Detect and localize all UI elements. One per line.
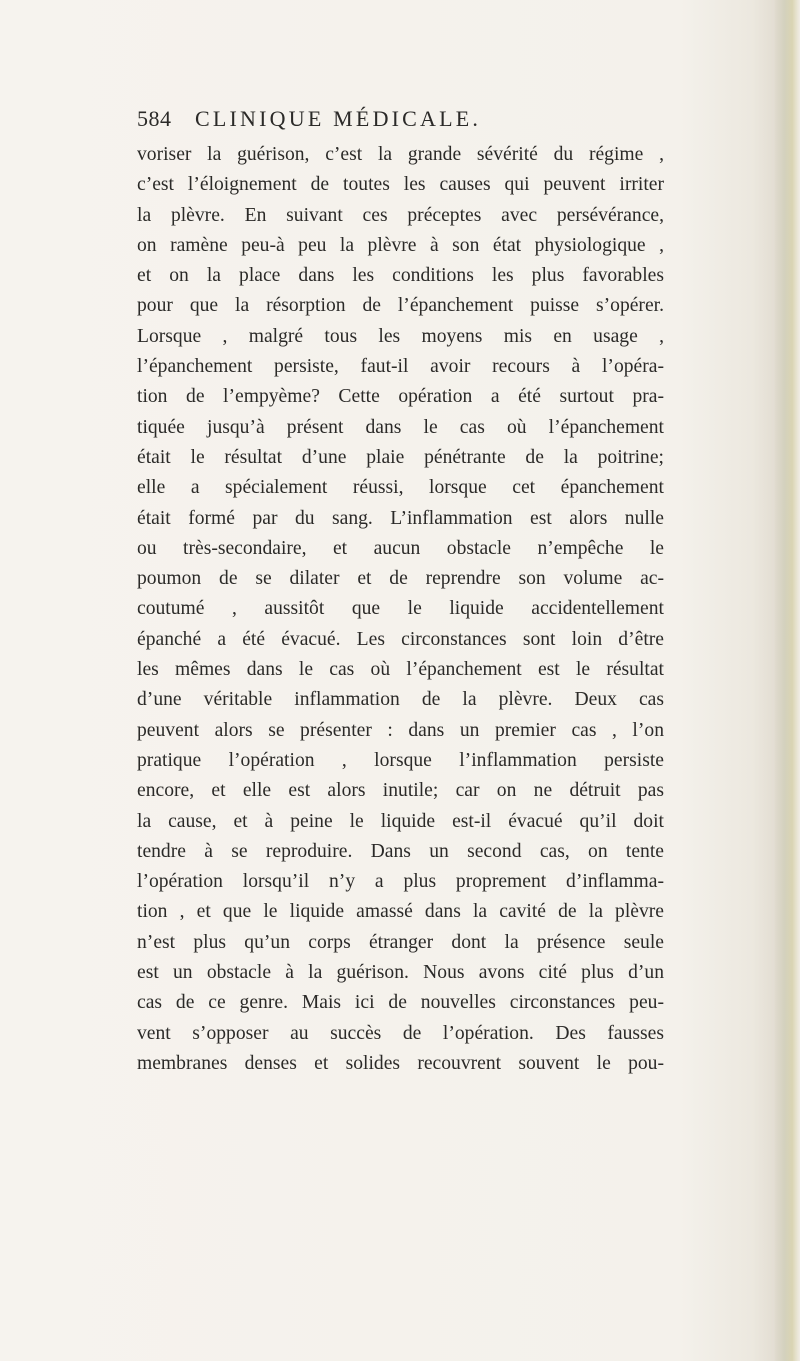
text-line: et on la place dans les conditions les plus favorables: [137, 265, 664, 287]
text-line: la plèvre. En suivant ces préceptes avec persévérance,: [137, 204, 664, 226]
text-line: on ramène peu-à peu la plèvre à son état physiologique ,: [137, 234, 664, 256]
text-line: tion de l’empyème? Cette opération a été surtout pra-: [137, 386, 664, 408]
text-line: est un obstacle à la guérison. Nous avons cité plus d’un: [137, 962, 664, 984]
text-line: poumon de se dilater et de reprendre son volume ac-: [137, 568, 664, 590]
text-line: ou très-secondaire, et aucun obstacle n’empêche le: [137, 537, 664, 559]
text-line: épanché a été évacué. Les circonstances sont loin d’être: [137, 628, 664, 650]
page-number: 584: [137, 106, 172, 131]
text-line: elle a spécialement réussi, lorsque cet épanchement: [137, 477, 664, 499]
text-line: c’est l’éloignement de toutes les causes qui peuvent irriter: [137, 174, 664, 196]
text-line: peuvent alors se présenter : dans un premier cas , l’on: [137, 719, 664, 741]
text-line: d’une véritable inflammation de la plèvre. Deux cas: [137, 689, 664, 711]
body-text: [137, 140, 664, 1079]
text-line: voriser la guérison, c’est la grande sévérité du régime ,: [137, 144, 664, 165]
page-edge-shadow: [774, 0, 800, 1361]
text-line: cas de ce genre. Mais ici de nouvelles circonstances peu-: [137, 992, 664, 1014]
text-line: était formé par du sang. L’inflammation est alors nulle: [137, 507, 664, 529]
text-line: membranes denses et solides recouvrent souvent le pou-: [137, 1052, 664, 1074]
text-line: l’opération lorsqu’il n’y a plus proprement d’inflamma-: [137, 871, 664, 893]
text-line: tiquée jusqu’à présent dans le cas où l’épanchement: [137, 416, 664, 438]
running-head: CLINIQUE MÉDICALE.: [195, 106, 482, 131]
text-line: l’épanchement persiste, faut-il avoir recours à l’opéra-: [137, 356, 664, 378]
page-header: [137, 106, 677, 136]
text-line: n’est plus qu’un corps étranger dont la présence seule: [137, 931, 664, 953]
text-line: tion , et que le liquide amassé dans la cavité de la plèvre: [137, 901, 664, 923]
text-line: les mêmes dans le cas où l’épanchement est le résultat: [137, 659, 664, 681]
text-line: la cause, et à peine le liquide est-il évacué qu’il doit: [137, 810, 664, 832]
text-line: était le résultat d’une plaie pénétrante de la poitrine;: [137, 446, 664, 468]
text-line: pratique l’opération , lorsque l’inflammation persiste: [137, 749, 664, 771]
text-line: vent s’opposer au succès de l’opération. Des fausses: [137, 1022, 664, 1044]
text-line: tendre à se reproduire. Dans un second cas, on tente: [137, 840, 664, 862]
text-line: coutumé , aussitôt que le liquide accidentellement: [137, 598, 664, 620]
text-line: encore, et elle est alors inutile; car on ne détruit pas: [137, 780, 664, 802]
text-line: pour que la résorption de l’épanchement puisse s’opérer.: [137, 295, 664, 317]
text-line: Lorsque , malgré tous les moyens mis en usage ,: [137, 325, 664, 347]
